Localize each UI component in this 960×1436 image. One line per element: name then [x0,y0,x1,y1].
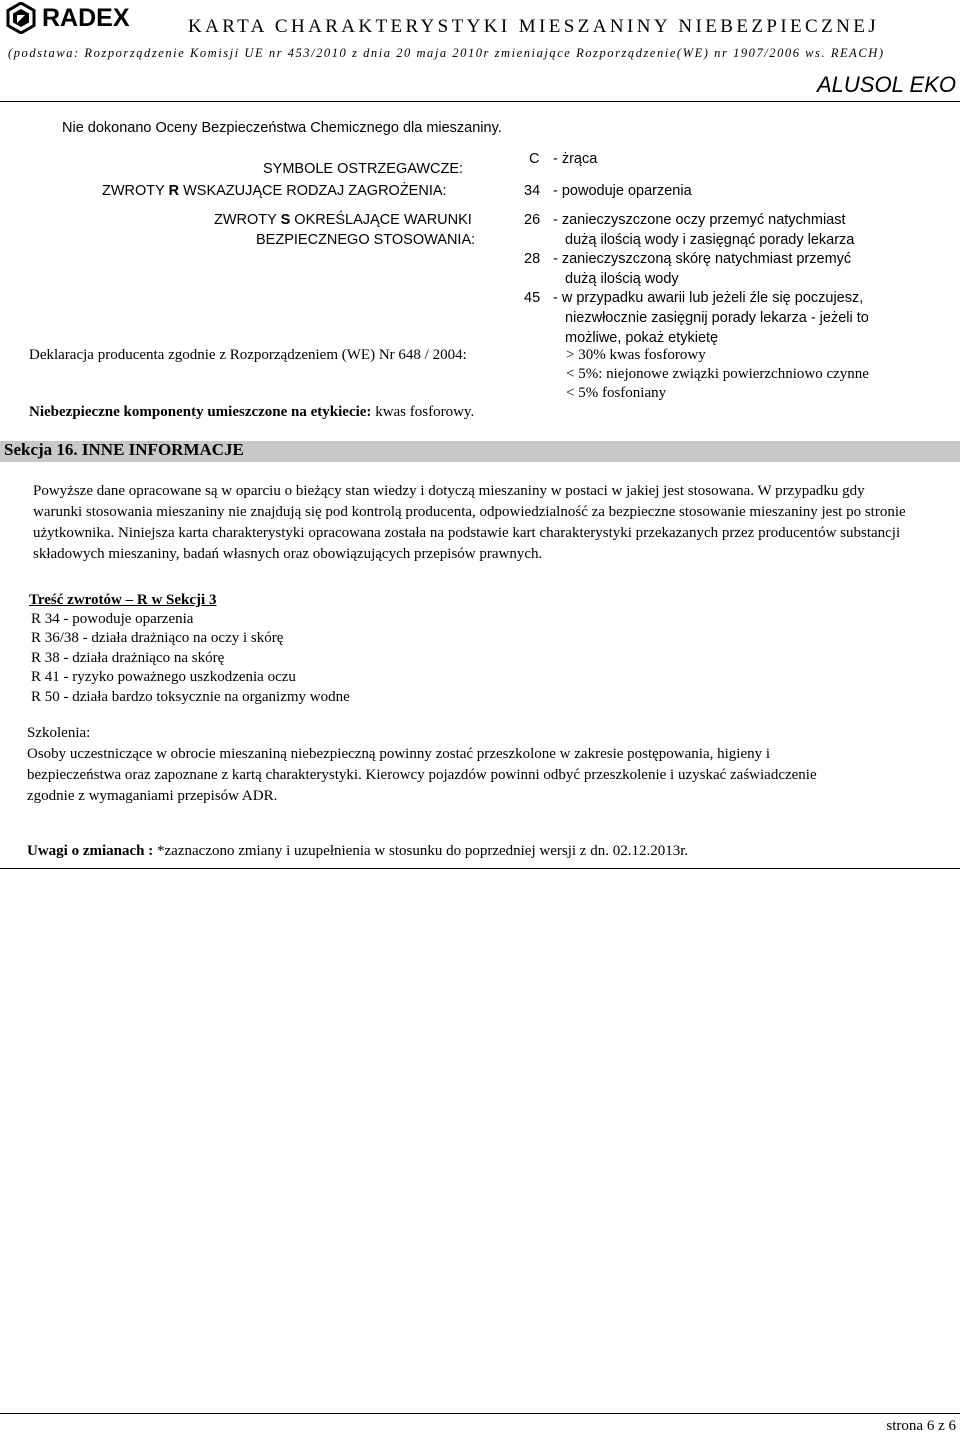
components-line: Niebezpieczne komponenty umieszczone na etykiecie: kwas fosforowy. [29,404,475,420]
r-phrase-item: R 34 - powoduje oparzenia [31,611,194,627]
symbols-label: SYMBOLE OSTRZEGAWCZE: [263,161,464,177]
declaration-item: < 5% fosfoniany [566,385,667,401]
section16-paragraph: Powyższe dane opracowane są w oparciu o bieżący stan wiedzy i dotyczą mieszaniny w postaci w jakiej jest stosowana. W przypadku gdy warunki stosowania mieszaniny nie znajdują się pod kontrolą producenta, odpowiedzialność za bezpieczne stosowanie mieszaniny jest po stronie użytkownika. Niniejsza karta charakterystyki opracowana została na podstawie kart charakterystyki przekazanych przez producentów substancji składowych mieszaniny, badań własnych oraz obowiązujących przepisów prawnych. [33,483,906,562]
document-title: KARTA CHARAKTERYSTYKI MIESZANINY NIEBEZPIECZNEJ [188,16,880,37]
s-phrase-text: dużą ilością wody i zasięgnąć porady lekarza [565,232,855,248]
footer-divider [0,1413,960,1414]
radex-logo [6,2,130,34]
s-phrases-label: ZWROTY S OKREŚLAJĄCE WARUNKI [214,212,472,228]
r-phrase-item: R 36/38 - działa drażniąco na oczy i skórę [31,630,284,646]
header-divider [0,101,960,102]
r-code: 34 [524,183,541,199]
training-label: Szkolenia: [27,725,91,741]
r-phrases-heading: Treść zwrotów – R w Sekcji 3 [29,592,217,608]
changes-line: Uwagi o zmianach : *zaznaczono zmiany i uzupełnienia w stosunku do poprzedniej wersji z dn. 02.12.2013r. [27,843,689,859]
r-phrases-label: ZWROTY R WSKAZUJĄCE RODZAJ ZAGROŻENIA: [102,183,447,199]
s-phrases-label-line2: BEZPIECZNEGO STOSOWANIA: [256,232,476,248]
radex-logo-icon [6,2,36,34]
s-phrase-text: - zanieczyszczone oczy przemyć natychmiast [553,212,846,228]
s-phrase-text: możliwe, pokaż etykietę [565,330,719,346]
page-number: strona 6 z 6 [886,1418,956,1434]
symbol-text: - żrąca [553,151,598,167]
r-text: - powoduje oparzenia [553,183,692,199]
s-phrase-text: dużą ilością wody [565,271,679,287]
r-phrase-item: R 41 - ryzyko poważnego uszkodzenia oczu [31,669,296,685]
declaration-label: Deklaracja producenta zgodnie z Rozporządzeniem (WE) Nr 648 / 2004: [29,347,467,363]
s-phrase-text: niezwłocznie zasięgnij porady lekarza - jeżeli to [565,310,869,326]
r-phrase-item: R 50 - działa bardzo toksycznie na organizmy wodne [31,689,350,705]
product-name: ALUSOL EKO [817,72,956,97]
section-divider [0,868,960,869]
declaration-item: > 30% kwas fosforowy [566,347,706,363]
document-subtitle: (podstawa: Rozporządzenie Komisji UE nr 453/2010 z dnia 20 maja 2010r zmieniające Rozporządzenie(WE) nr 1907/2006 ws. REACH) [8,46,885,60]
s-phrase-text: - zanieczyszczoną skórę natychmiast przemyć [553,251,852,267]
declaration-item: < 5%: niejonowe związki powierzchniowo czynne [566,366,869,382]
r-phrase-item: R 38 - działa drażniąco na skórę [31,650,225,666]
s-phrase-code: 28 [524,251,541,267]
symbol-code: C [529,151,540,167]
logo-text: RADEX [42,4,130,32]
section-title: Sekcja 16. INNE INFORMACJE [4,440,244,459]
s-phrase-code: 26 [524,212,541,228]
training-text: Osoby uczestniczące w obrocie mieszaniną niebezpieczną powinny zostać przeszkolone w zakresie postępowania, higieny i bezpieczeństwa oraz zapoznane z kartą charakterystyki. Kierowcy pojazdów powinni odbyć przeszkolenie i uzyskać zaświadczenie zgodnie z wymaganiami przepisów ADR. [27,746,817,804]
s-phrase-code: 45 [524,290,541,306]
no-assessment-note: Nie dokonano Oceny Bezpieczeństwa Chemicznego dla mieszaniny. [62,120,502,136]
s-phrase-text: - w przypadku awarii lub jeżeli źle się poczujesz, [553,290,864,306]
